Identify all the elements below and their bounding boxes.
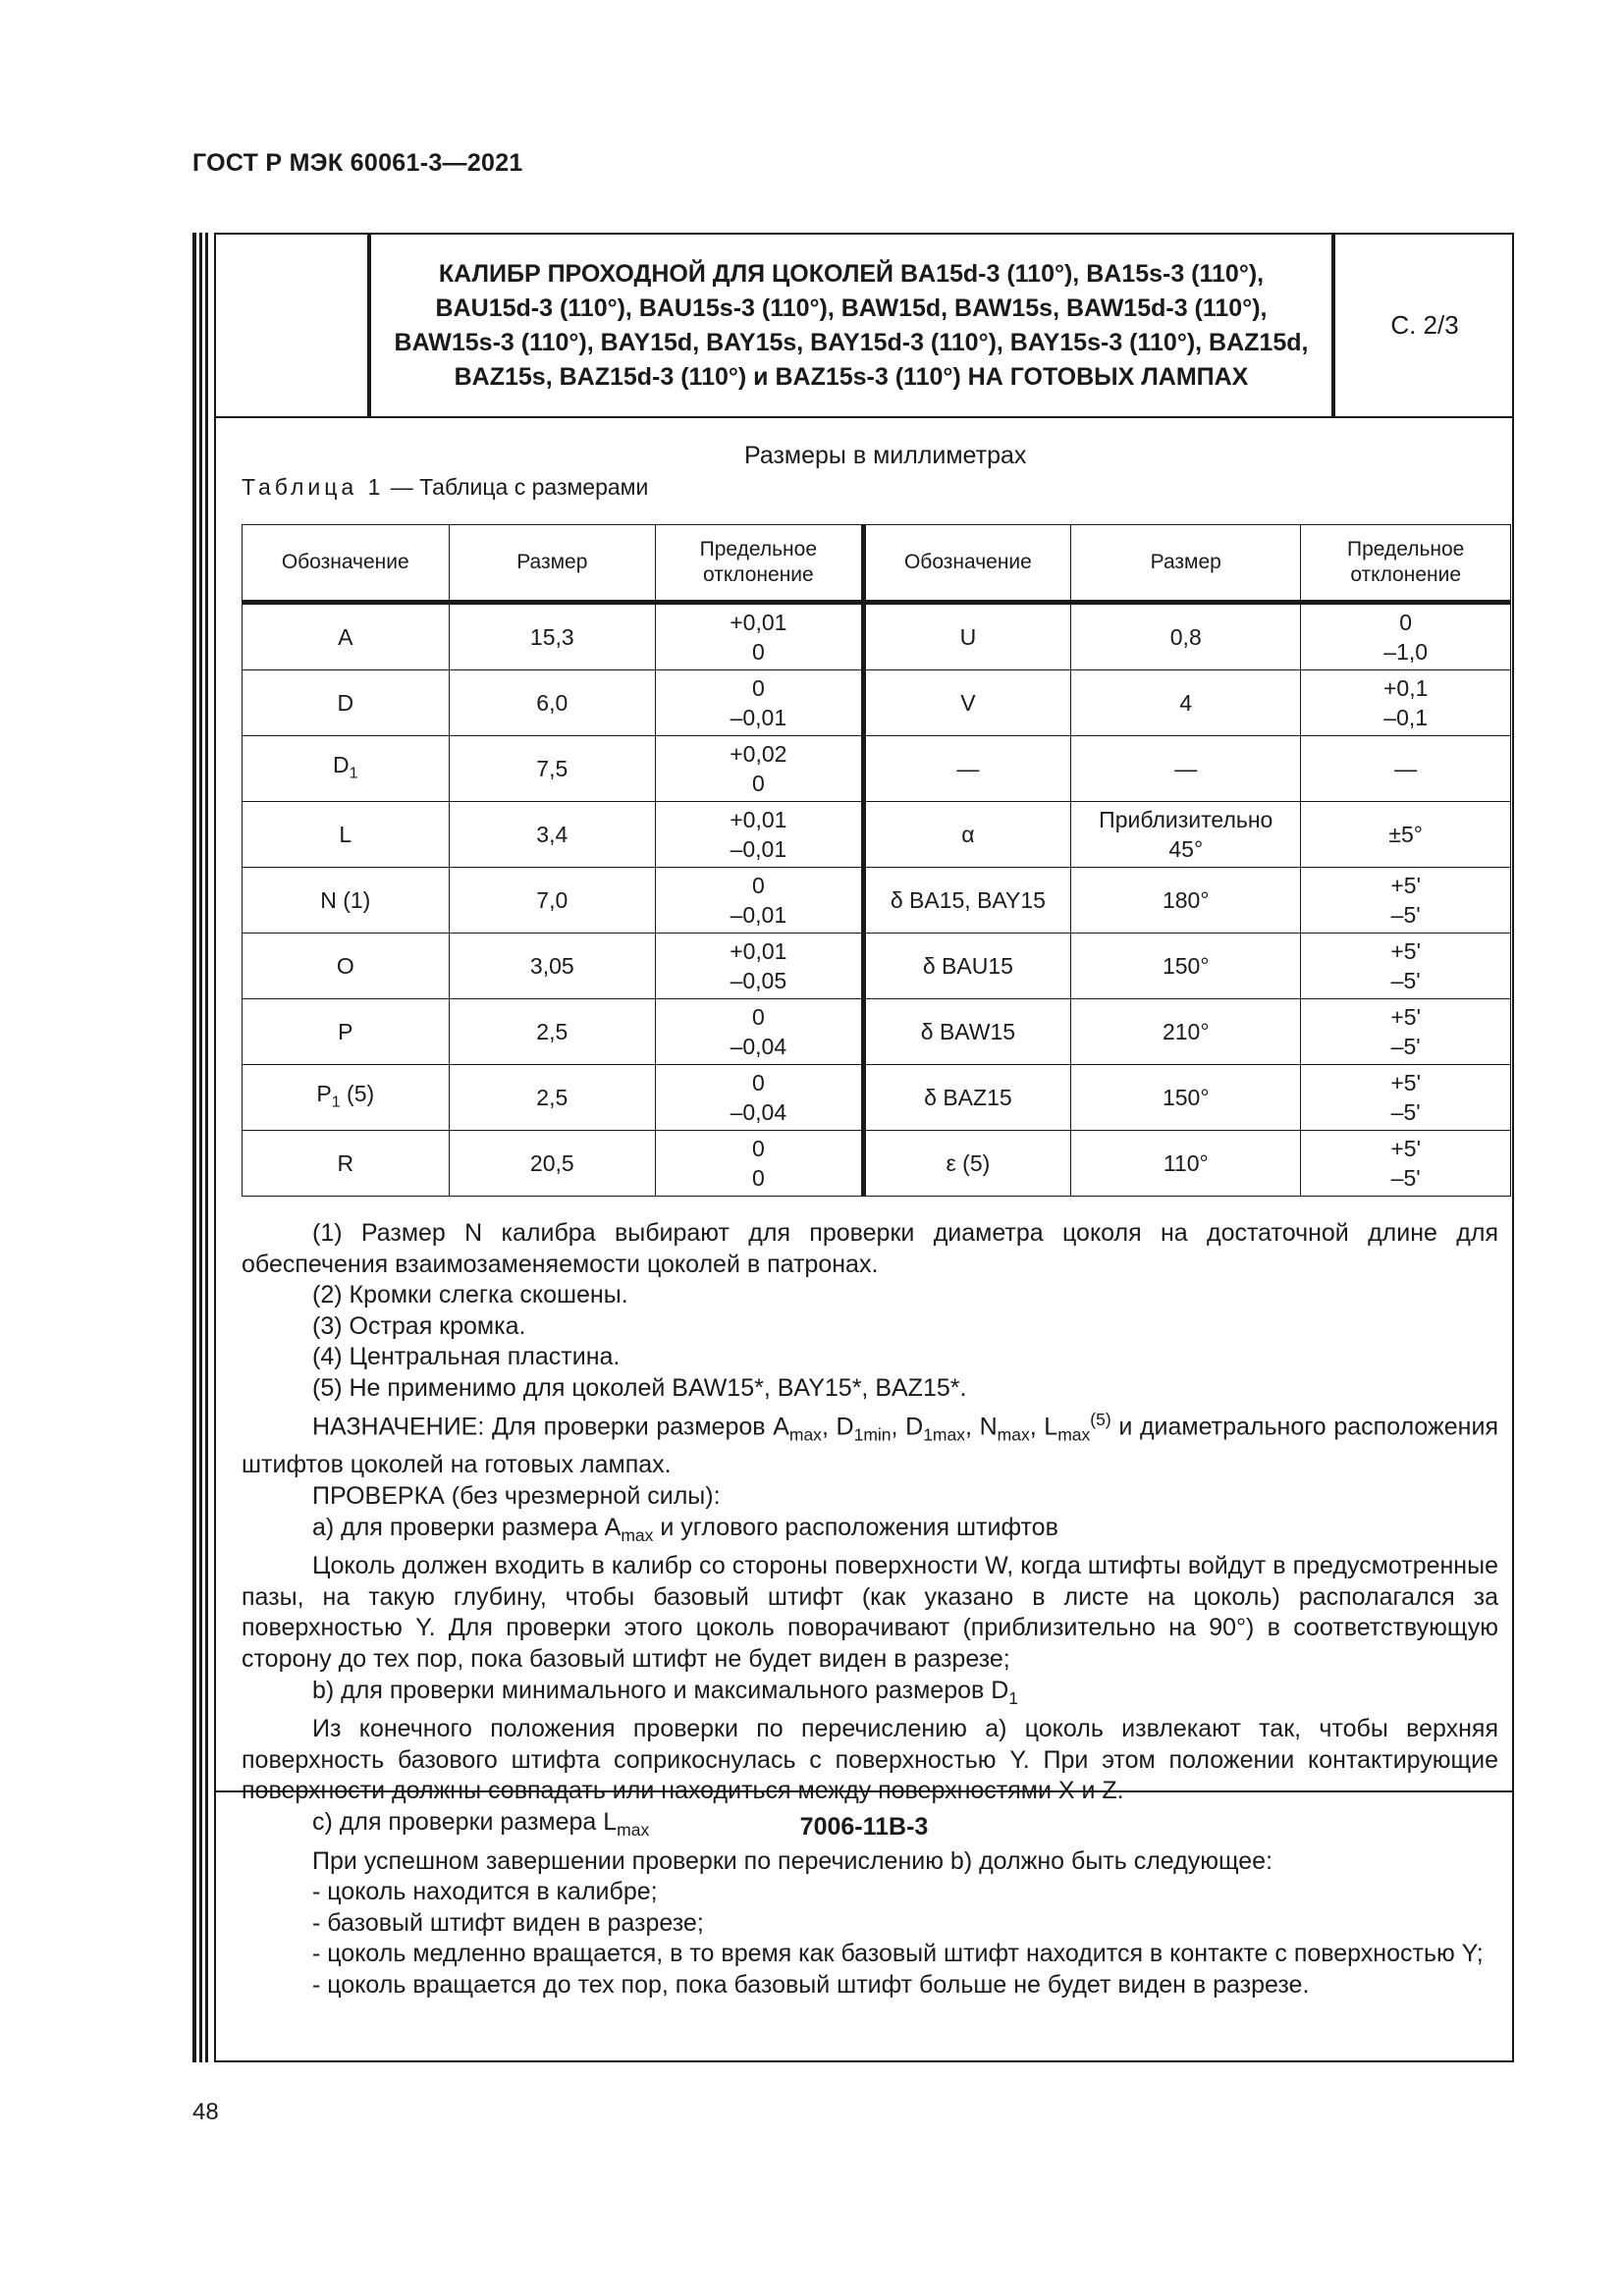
size-cell [449,603,656,670]
tolerance-cell [1301,802,1511,868]
tolerance-cell [1301,1065,1511,1131]
tolerance-cell [1301,868,1511,934]
note-3: (3) Острая кромка. [312,1311,526,1340]
purpose-text: , N [964,1412,998,1440]
tolerance-cell [656,999,864,1065]
tolerance-lower: 0 [751,639,765,665]
designation-subscript: 1 [331,1093,341,1111]
tolerance-upper: 0 [751,675,765,701]
check-c-item: - цоколь вращается до тех пор, пока базовый штифт больше не будет виден в разрезе. [312,1970,1310,1999]
size-value: 110° [1163,1150,1209,1176]
sheet-code: 7006-11B-3 [799,1812,929,1841]
designation-text: D [332,751,350,777]
designation-text: L [339,822,352,847]
size-cell [449,670,656,736]
document-standard-header: ГОСТ Р МЭК 60061-3—2021 [192,149,523,177]
tolerance-cell [656,1065,864,1131]
size-value: 6,0 [536,690,568,716]
size-cell [1071,1131,1301,1197]
table-row [243,1131,1511,1197]
table-row [243,802,1511,868]
note-1: (1) Размер N калибра выбирают для проверки диаметра цоколя на достаточной длине для обеспечения взаимозаменяемости цоколей в патронах. [242,1219,1498,1278]
tolerance-upper: +0,02 [730,741,787,767]
check-a-sub: max [621,1524,654,1545]
check-a-text-end: и углового расположения штифтов [653,1513,1058,1541]
tolerance-cell [656,736,864,802]
designation-cell [863,670,1071,736]
frame-left-rule-3 [205,233,208,2062]
tolerance-upper: 0 [751,1070,765,1095]
header-tolerance: Предельное отклонение [1301,525,1511,603]
notes-and-instructions [242,1218,1498,2002]
size-value: 180° [1162,887,1210,913]
header-designation: Обозначение [243,525,450,603]
table-caption [242,474,648,501]
table-row [243,670,1511,736]
designation-text: α [961,822,975,847]
designation-cell [863,736,1071,802]
page-number: 48 [192,2099,219,2125]
designation-cell [243,670,450,736]
table-row [243,603,1511,670]
table-caption-prefix: Таблица 1 [242,474,385,500]
tolerance-cell [656,868,864,934]
size-value: 3,05 [529,953,574,979]
purpose-text: , D [891,1412,924,1440]
check-b-heading [242,1676,1498,1715]
purpose-sup: (5) [1090,1409,1111,1429]
size-value: 150° [1162,1085,1210,1110]
designation-suffix: (5) [340,1080,375,1106]
tolerance-cell [656,670,864,736]
check-c-body: При успешном завершении проверки по перечислению b) должно быть следующее: [312,1846,1273,1875]
designation-text: δ BAW15 [920,1019,1016,1044]
designation-cell [863,802,1071,868]
check-b-sub: 1 [1008,1687,1019,1708]
tolerance-upper: +5' [1390,1136,1421,1161]
tolerance-cell [1301,736,1511,802]
size-value: 2,5 [536,1085,568,1110]
designation-cell [243,999,450,1065]
size-cell [449,736,656,802]
designation-cell [863,999,1071,1065]
designation-cell [863,868,1071,934]
designation-cell [243,603,450,670]
size-cell [1071,603,1301,670]
tolerance-cell [656,802,864,868]
designation-text: P [338,1019,353,1044]
check-a-heading [242,1513,1498,1552]
purpose-paragraph [242,1405,1498,1482]
size-cell [1071,736,1301,802]
tolerance-upper: ±5° [1388,822,1423,847]
tolerance-upper: +5' [1390,1070,1421,1095]
size-cell [449,1131,656,1197]
dimensions-table [242,524,1511,1197]
header-tolerance: Предельное отклонение [656,525,864,603]
designation-cell [243,868,450,934]
tolerance-upper: +0,1 [1382,675,1429,701]
size-value: Приблизительно 45° [1099,807,1273,862]
tolerance-upper: +0,01 [730,610,787,635]
table-row [243,1065,1511,1131]
purpose-sub: 1min [853,1423,892,1444]
check-title: ПРОВЕРКА (без чрезмерной силы): [312,1482,721,1511]
tolerance-lower: –5' [1390,902,1421,928]
size-cell [1071,802,1301,868]
check-b-text: b) для проверки минимального и максимального размеров D [312,1676,1009,1704]
designation-text: U [959,624,977,650]
check-c-item: - цоколь находится в калибре; [312,1878,658,1906]
designation-cell [243,1131,450,1197]
table-header-row [243,525,1511,603]
table-row [243,736,1511,802]
tolerance-cell [656,1131,864,1197]
note-2: (2) Кромки слегка скошены. [312,1281,628,1309]
tolerance-upper: +5' [1390,873,1421,898]
designation-cell [243,934,450,999]
designation-text: δ BAZ15 [924,1085,1012,1110]
header-size: Размер [449,525,656,603]
designation-text: D [337,690,354,716]
tolerance-upper: 0 [751,873,765,898]
designation-subscript: 1 [349,764,358,782]
size-cell [449,1065,656,1131]
size-value: 4 [1179,690,1193,716]
table-caption-text: — Таблица с размерами [384,474,649,500]
tolerance-lower: –5' [1390,968,1421,993]
size-cell [449,868,656,934]
tolerance-cell [1301,934,1511,999]
table-body [243,603,1511,1197]
designation-cell [243,802,450,868]
title-block [216,235,1512,418]
table-row [243,999,1511,1065]
size-cell [1071,934,1301,999]
note-4: (4) Центральная пластина. [312,1343,621,1371]
tolerance-upper: 0 [751,1004,765,1030]
units-note: Размеры в миллиметрах [744,442,1027,469]
tolerance-lower: –0,04 [730,1099,787,1125]
designation-text: A [338,624,353,650]
tolerance-lower: –5' [1390,1034,1421,1059]
check-c-item: - базовый штифт виден в разрезе; [312,1908,704,1937]
tolerance-lower: –0,01 [730,836,787,862]
designation-text: δ BAU15 [922,953,1013,979]
check-c-sub: max [617,1820,650,1841]
designation-text: R [337,1150,354,1176]
size-value: 20,5 [529,1150,574,1176]
size-value: 2,5 [536,1019,568,1044]
tolerance-lower: 0 [751,1165,765,1191]
check-b-body: Из конечного положения проверки по перечислению a) цоколь извлекают так, чтобы верхняя поверхность базового штифта соприкоснулась с поверхностью Y. При этом положении контактирующие поверхности должны совпадать или находиться между поверхностями X и Z. [242,1715,1498,1805]
tolerance-upper: +0,01 [730,938,787,964]
purpose-text: , D [821,1412,854,1440]
tolerance-lower: –0,01 [730,902,787,928]
purpose-sub: max [997,1423,1030,1444]
check-a-text: a) для проверки размера A [312,1513,622,1541]
note-5: (5) Не применимо для цоколей BAW15*, BAY15*, BAZ15*. [312,1373,967,1402]
purpose-sub: max [1057,1423,1091,1444]
tolerance-lower: –0,04 [730,1034,787,1059]
tolerance-cell [656,934,864,999]
tolerance-upper: 0 [1399,610,1413,635]
size-value: 15,3 [529,624,574,650]
tolerance-upper: — [1394,756,1418,781]
table-row [243,934,1511,999]
size-value: 3,4 [536,822,568,847]
purpose-text: , L [1029,1412,1058,1440]
size-value: 150° [1162,953,1210,979]
table-row [243,868,1511,934]
tolerance-lower: –0,01 [730,705,787,730]
check-c-item: - цоколь медленно вращается, в то время как базовый штифт находится в контакте с поверхностью Y; [312,1940,1484,1968]
purpose-text: НАЗНАЧЕНИЕ: Для проверки размеров A [312,1412,789,1440]
tolerance-lower: –0,1 [1383,705,1429,730]
designation-text: δ BA15, BAY15 [890,887,1046,913]
tolerance-cell [1301,670,1511,736]
purpose-sub: max [788,1423,822,1444]
sheet-number: С. 2/3 [1390,310,1459,340]
size-cell [1071,868,1301,934]
designation-cell [243,1065,450,1131]
purpose-sub: 1max [923,1423,965,1444]
size-value: 210° [1162,1019,1210,1044]
tolerance-lower: 0 [751,771,765,796]
size-cell [1071,670,1301,736]
size-cell [449,934,656,999]
size-cell [1071,1065,1301,1131]
designation-cell [243,736,450,802]
tolerance-cell [656,603,864,670]
size-value: 0,8 [1169,624,1202,650]
tolerance-cell [1301,603,1511,670]
title-block-left-cell [216,235,371,416]
size-value: 7,0 [536,887,568,913]
tolerance-lower: –0,05 [730,968,787,993]
designation-text: ε (5) [946,1150,991,1176]
tolerance-lower: –5' [1390,1165,1421,1191]
designation-text: O [336,953,354,979]
tolerance-lower: –5' [1390,1099,1421,1125]
size-cell [1071,999,1301,1065]
size-value: — [1174,756,1198,781]
header-designation: Обозначение [863,525,1071,603]
check-c-heading [242,1807,1498,1846]
designation-cell [863,934,1071,999]
designation-text: P [316,1080,332,1106]
designation-text: V [960,690,976,716]
designation-text: — [956,756,980,781]
size-cell [449,802,656,868]
frame-left-rule-1 [192,233,196,2062]
tolerance-lower: –1,0 [1383,639,1429,665]
tolerance-upper: +5' [1390,1004,1421,1030]
tolerance-upper: 0 [751,1136,765,1161]
designation-cell [863,603,1071,670]
designation-cell [863,1065,1071,1131]
sheet-title: КАЛИБР ПРОХОДНОЙ ДЛЯ ЦОКОЛЕЙ BA15d-3 (110°), BA15s-3 (110°), BAU15d-3 (110°), BAU15s-3 (110°), BAW15d, BAW15s, BAW15d-3 (110°), BAW15s-3 (110°), BAY15d, BAY15s, BAY15d-3 (110°), BAY15s-3 (110°), BAZ15d, BAZ15s, BAZ15d-3 (110°) и BAZ15s-3 (110°) НА ГОТОВЫХ ЛАМПАХ [371,235,1335,416]
header-size: Размер [1071,525,1301,603]
size-cell [449,999,656,1065]
purpose-text: и диаметрального расположения штифтов цоколей на готовых лампах. [242,1412,1498,1479]
tolerance-upper: +0,01 [730,807,787,832]
tolerance-cell [1301,999,1511,1065]
tolerance-upper: +5' [1390,938,1421,964]
designation-cell [863,1131,1071,1197]
size-value: 7,5 [536,756,568,781]
check-c-text: c) для проверки размера L [312,1808,618,1837]
frame-left-rule-2 [199,233,202,2062]
designation-text: N (1) [320,887,371,913]
tolerance-cell [1301,1131,1511,1197]
check-a-body: Цоколь должен входить в калибр со стороны поверхности W, когда штифты войдут в предусмотренные пазы, на такую глубину, чтобы базовый штифт (как указано в листе на цоколь) располагался за поверхностью Y. Для проверки этого цоколь поворачивают (приблизительно на 90°) в соответствующую сторону до тех пор, пока базовый штифт не будет виден в разрезе; [242,1552,1498,1674]
